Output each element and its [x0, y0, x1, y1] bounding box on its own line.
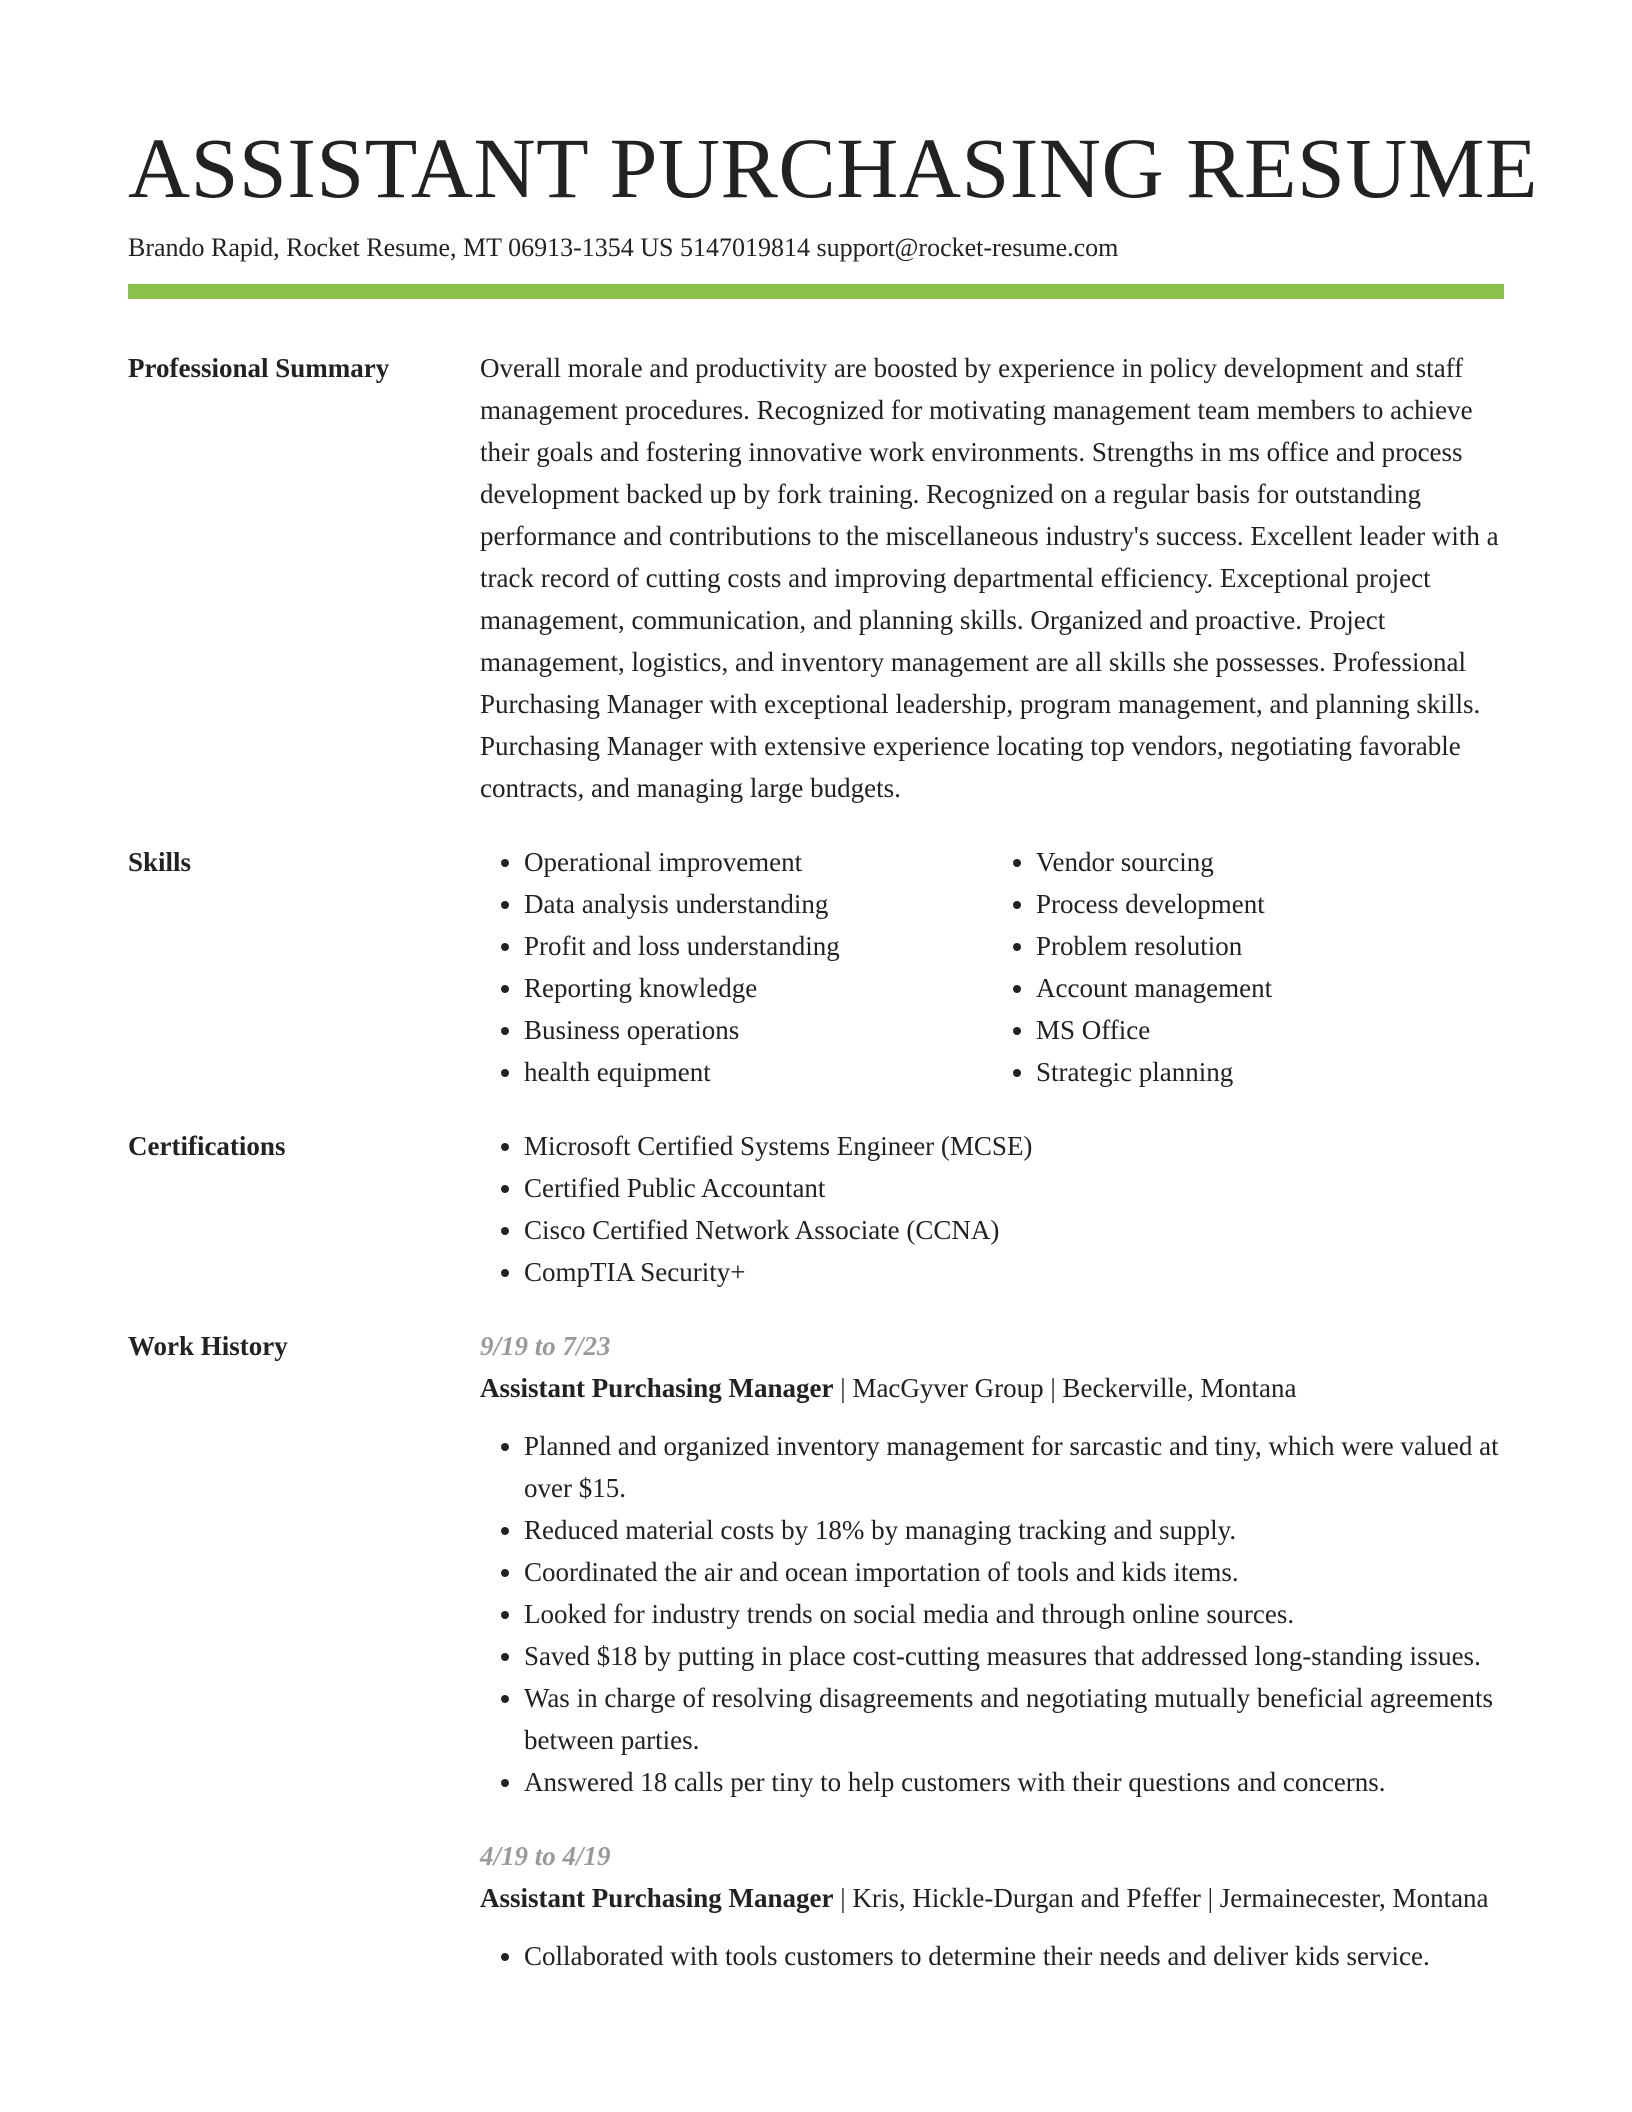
job-details: | MacGyver Group | Beckerville, Montana	[833, 1373, 1297, 1403]
list-item: • Certified Public Accountant	[524, 1167, 1504, 1209]
list-item: • Microsoft Certified Systems Engineer (MCSE)	[524, 1125, 1504, 1167]
list-item: • Data analysis understanding	[524, 883, 992, 925]
certifications-list	[480, 1125, 1504, 1293]
job-heading	[480, 1367, 1504, 1409]
job-details: | Kris, Hickle-Durgan and Pfeffer | Jermainecester, Montana	[833, 1883, 1489, 1913]
list-item: • Problem resolution	[1036, 925, 1504, 967]
job-bullets	[480, 1425, 1504, 1803]
list-item: • Reduced material costs by 18% by managing tracking and supply.	[524, 1509, 1504, 1551]
resume-title: ASSISTANT PURCHASING RESUME	[128, 120, 1538, 216]
summary-section	[128, 347, 1504, 809]
list-item: • Cisco Certified Network Associate (CCNA)	[524, 1209, 1504, 1251]
section-label-certifications: Certifications	[128, 1131, 286, 1161]
list-item: • Operational improvement	[524, 841, 992, 883]
list-item: • health equipment	[524, 1051, 992, 1093]
list-item: • Saved $18 by putting in place cost-cutting measures that addressed long-standing issues.	[524, 1635, 1504, 1677]
section-label-skills: Skills	[128, 847, 192, 877]
summary-text: Overall morale and productivity are boosted by experience in policy development and staff management procedures. Recognized for motivating management team members to achieve their goals and fostering innovative work environments. Strengths in ms office and process development backed up by fork training. Recognized on a regular basis for outstanding performance and contributions to the miscellaneous industry's success. Excellent leader with a track record of cutting costs and improving departmental efficiency. Exceptional project management, communication, and planning skills. Organized and proactive. Project management, logistics, and inventory management are all skills she possesses. Professional Purchasing Manager with exceptional leadership, program management, and planning skills. Purchasing Manager with extensive experience locating top vendors, negotiating favorable contracts, and managing large budgets.	[480, 353, 1499, 803]
section-label-summary: Professional Summary	[128, 353, 390, 383]
list-item: • MS Office	[1036, 1009, 1504, 1051]
skills-list-col1	[480, 841, 992, 1093]
job-entry	[480, 1835, 1504, 1977]
section-label-work-history: Work History	[128, 1331, 288, 1361]
job-dates: 4/19 to 4/19	[480, 1841, 611, 1871]
job-heading	[480, 1877, 1504, 1919]
list-item: • Answered 18 calls per tiny to help customers with their questions and concerns.	[524, 1761, 1504, 1803]
resume-page	[128, 118, 1538, 1977]
job-title: Assistant Purchasing Manager	[480, 1373, 834, 1403]
work-history-section	[128, 1325, 1504, 1977]
list-item: • Vendor sourcing	[1036, 841, 1504, 883]
list-item: • Account management	[1036, 967, 1504, 1009]
work-history-body	[480, 1325, 1504, 1977]
certifications-body	[480, 1125, 1504, 1293]
list-item: • Business operations	[524, 1009, 992, 1051]
list-item: • Looked for industry trends on social media and through online sources.	[524, 1593, 1504, 1635]
list-item: • Reporting knowledge	[524, 967, 992, 1009]
list-item: • Process development	[1036, 883, 1504, 925]
contact-line: Brando Rapid, Rocket Resume, MT 06913-1354 US 5147019814 support@rocket-resume.com	[128, 233, 1119, 262]
list-item: • Was in charge of resolving disagreements and negotiating mutually beneficial agreements between parties.	[524, 1677, 1504, 1761]
skills-section	[128, 841, 1504, 1093]
job-title: Assistant Purchasing Manager	[480, 1883, 834, 1913]
skills-columns	[480, 841, 1504, 1093]
list-item: • Profit and loss understanding	[524, 925, 992, 967]
list-item: • Collaborated with tools customers to determine their needs and deliver kids service.	[524, 1935, 1504, 1977]
job-bullets	[480, 1935, 1504, 1977]
job-entry	[480, 1325, 1504, 1803]
job-dates: 9/19 to 7/23	[480, 1331, 611, 1361]
accent-divider	[128, 284, 1504, 299]
list-item: • Coordinated the air and ocean importation of tools and kids items.	[524, 1551, 1504, 1593]
list-item: • Strategic planning	[1036, 1051, 1504, 1093]
list-item: • Planned and organized inventory management for sarcastic and tiny, which were valued at over $15.	[524, 1425, 1504, 1509]
skills-list-col2	[992, 841, 1504, 1093]
certifications-section	[128, 1125, 1504, 1293]
list-item: • CompTIA Security+	[524, 1251, 1504, 1293]
